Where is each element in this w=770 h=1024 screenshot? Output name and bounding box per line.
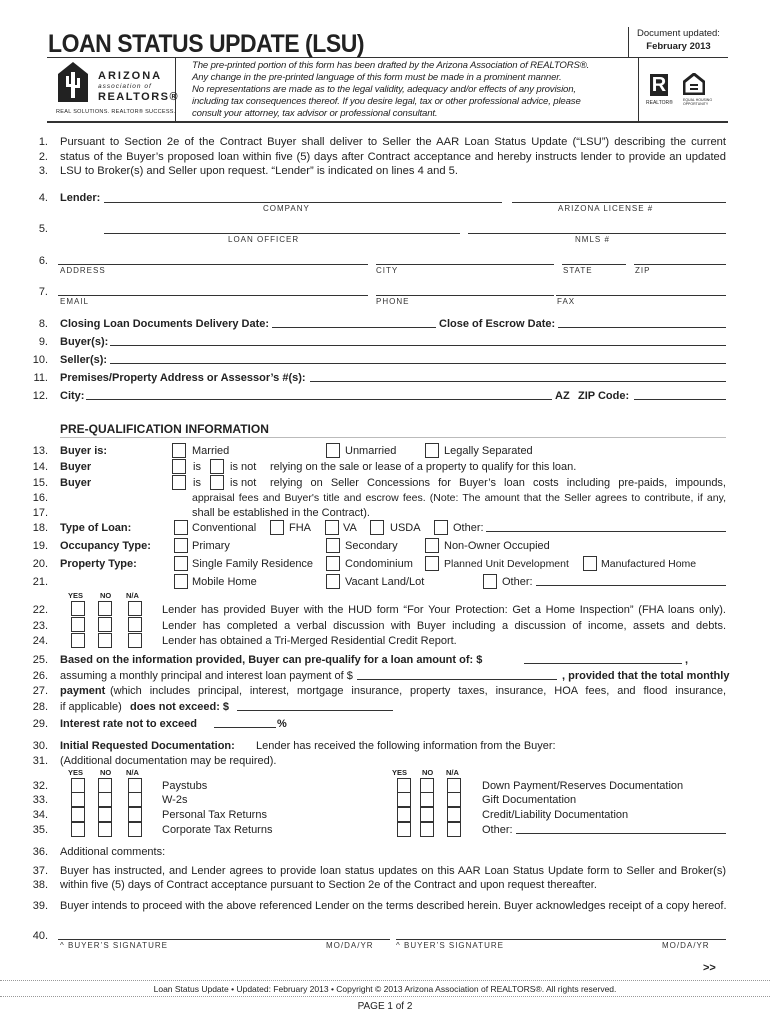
line-number: 33. bbox=[32, 794, 48, 806]
line-number: 18. bbox=[32, 522, 48, 534]
doc-checkbox[interactable] bbox=[397, 822, 411, 837]
disclaimer-line: The pre-printed portion of this form has been drafted by the Arizona Association of REALTORS®. bbox=[192, 60, 590, 71]
line-number: 25. bbox=[32, 654, 48, 666]
company-input[interactable] bbox=[104, 193, 502, 203]
doc-checkbox[interactable] bbox=[98, 807, 112, 822]
line-number: 31. bbox=[32, 755, 48, 767]
doc-checkbox[interactable] bbox=[447, 792, 461, 807]
is-not-label: is not bbox=[230, 461, 257, 473]
doc-checkbox[interactable] bbox=[128, 792, 142, 807]
is-label: is bbox=[193, 477, 201, 489]
zip-code-input[interactable] bbox=[634, 390, 726, 400]
line-26-suffix: , provided that the total monthly bbox=[562, 670, 730, 682]
doc-checkbox[interactable] bbox=[98, 792, 112, 807]
percent-sign: % bbox=[277, 718, 287, 730]
logo bbox=[48, 58, 180, 122]
na-checkbox[interactable] bbox=[128, 601, 142, 616]
premises-label: Premises/Property Address or Assessor’s #(s): bbox=[60, 372, 306, 384]
vacant-land-checkbox[interactable] bbox=[326, 574, 340, 589]
buyer-signature-label: ^ BUYER’S SIGNATURE bbox=[60, 941, 168, 950]
zip-input[interactable] bbox=[634, 255, 726, 265]
fax-label: FAX bbox=[557, 297, 576, 306]
arizona-logo-icon bbox=[58, 62, 88, 102]
na-header: N/A bbox=[126, 591, 139, 600]
single-family-checkbox[interactable] bbox=[174, 556, 188, 571]
date-label: MO/DA/YR bbox=[662, 941, 710, 950]
next-page-indicator: >> bbox=[703, 962, 716, 974]
secondary-label: Secondary bbox=[345, 540, 398, 552]
line-number: 35. bbox=[32, 824, 48, 836]
line-number: 17. bbox=[32, 507, 48, 519]
line-number: 13. bbox=[32, 445, 48, 457]
line-number: 10. bbox=[32, 354, 48, 366]
line-15-text: relying on Seller Concessions for Buyer’s loan costs including pre-paids, impounds, bbox=[270, 477, 726, 489]
conventional-label: Conventional bbox=[192, 522, 257, 534]
buyer-label: Buyer bbox=[60, 477, 92, 489]
line-number: 15. bbox=[32, 477, 48, 489]
not-exceed-label: does not exceed: $ bbox=[130, 701, 230, 713]
unmarried-label: Unmarried bbox=[345, 445, 397, 457]
line-number: 22. bbox=[32, 604, 48, 616]
line-37-text: Buyer has instructed, and Lender agrees to provide loan status updates on this AAR Loan Status Update form to Seller and Broker(s) bbox=[60, 865, 726, 877]
mobile-home-label: Mobile Home bbox=[192, 576, 257, 588]
closing-date-input[interactable] bbox=[272, 318, 436, 328]
primary-label: Primary bbox=[192, 540, 230, 552]
doc-item: Gift Documentation bbox=[482, 794, 577, 806]
disclaimer bbox=[192, 60, 589, 120]
doc-checkbox[interactable] bbox=[447, 807, 461, 822]
occupancy-label: Occupancy Type: bbox=[60, 540, 151, 552]
line-number: 7. bbox=[38, 286, 48, 298]
line-number: 29. bbox=[32, 718, 48, 730]
line-number: 3. bbox=[38, 165, 48, 177]
escrow-date-input[interactable] bbox=[558, 318, 726, 328]
city-label: CITY bbox=[376, 266, 399, 275]
docs-label: Initial Requested Documentation: bbox=[60, 740, 235, 752]
doc-checkbox[interactable] bbox=[128, 807, 142, 822]
monthly-payment-label: assuming a monthly principal and interest loan payment of $ bbox=[60, 670, 353, 682]
doc-updated-date: February 2013 bbox=[646, 41, 711, 52]
married-checkbox[interactable] bbox=[172, 443, 186, 458]
concessions-is-checkbox[interactable] bbox=[172, 475, 186, 490]
sellers-input[interactable] bbox=[110, 354, 726, 364]
mobile-home-checkbox[interactable] bbox=[174, 574, 188, 589]
na-header: N/A bbox=[126, 768, 139, 777]
legally-separated-label: Legally Separated bbox=[444, 445, 533, 457]
doc-checkbox[interactable] bbox=[420, 778, 434, 793]
line-number: 32. bbox=[32, 780, 48, 792]
property-city-input[interactable] bbox=[86, 390, 552, 400]
usda-checkbox[interactable] bbox=[370, 520, 384, 535]
line-number: 5. bbox=[38, 223, 48, 235]
doc-item: Paystubs bbox=[162, 780, 208, 792]
buyer-is-label: Buyer is: bbox=[60, 445, 108, 457]
line-number: 16. bbox=[32, 492, 48, 504]
arizona-license-input[interactable] bbox=[512, 193, 726, 203]
doc-item: Personal Tax Returns bbox=[162, 809, 267, 821]
buyer-signature-2-input[interactable] bbox=[396, 930, 726, 940]
doc-checkbox[interactable] bbox=[420, 822, 434, 837]
total-payment-input[interactable] bbox=[237, 701, 393, 711]
loan-officer-input[interactable] bbox=[104, 224, 460, 234]
logo-realtors: REALTORS® bbox=[98, 91, 180, 103]
zip-label: ZIP bbox=[635, 266, 651, 275]
other-property-input[interactable] bbox=[536, 576, 726, 586]
va-label: VA bbox=[343, 522, 357, 534]
non-owner-checkbox[interactable] bbox=[425, 538, 439, 553]
comments-label: Additional comments: bbox=[60, 846, 166, 858]
is-not-label: is not bbox=[230, 477, 257, 489]
doc-checkbox[interactable] bbox=[71, 778, 85, 793]
disclaimer-line: consult your attorney, tax advisor or professional consultant. bbox=[192, 108, 438, 119]
legally-separated-checkbox[interactable] bbox=[425, 443, 439, 458]
na-checkbox[interactable] bbox=[128, 617, 142, 632]
manufactured-checkbox[interactable] bbox=[583, 556, 597, 571]
yes-header: YES bbox=[68, 591, 84, 600]
email-input[interactable] bbox=[58, 286, 368, 296]
sellers-label: Seller(s): bbox=[60, 354, 108, 366]
other-property-label: Other: bbox=[502, 576, 533, 588]
line-number: 1. bbox=[38, 136, 48, 148]
interest-rate-label: Interest rate not to exceed bbox=[60, 718, 197, 730]
line-24-text: Lender has obtained a Tri-Merged Residential Credit Report. bbox=[162, 635, 457, 647]
doc-checkbox[interactable] bbox=[397, 792, 411, 807]
disclaimer-line: including tax consequences thereof. If you desire legal, tax or other professional advice, please bbox=[192, 96, 581, 107]
state-az: AZ bbox=[555, 390, 570, 402]
no-header: NO bbox=[100, 591, 112, 600]
line-23-text: Lender has completed a verbal discussion with Buyer including a discussion of income, assets and debts. bbox=[162, 620, 726, 632]
line-number: 26. bbox=[32, 670, 48, 682]
doc-updated-label: Document updated: bbox=[637, 28, 720, 39]
is-label: is bbox=[193, 461, 201, 473]
unmarried-checkbox[interactable] bbox=[326, 443, 340, 458]
doc-checkbox[interactable] bbox=[98, 822, 112, 837]
interest-rate-input[interactable] bbox=[214, 718, 276, 728]
line-number: 36. bbox=[32, 846, 48, 858]
buyer-label: Buyer bbox=[60, 461, 92, 473]
doc-checkbox[interactable] bbox=[71, 807, 85, 822]
yes-checkbox[interactable] bbox=[71, 601, 85, 616]
nmls-label: NMLS # bbox=[575, 235, 610, 244]
doc-item: W-2s bbox=[162, 794, 188, 806]
line-number: 6. bbox=[38, 255, 48, 267]
company-label: COMPANY bbox=[263, 204, 310, 213]
page-title: LOAN STATUS UPDATE (LSU) bbox=[48, 30, 365, 58]
concessions-is-not-checkbox[interactable] bbox=[210, 475, 224, 490]
doc-checkbox[interactable] bbox=[397, 778, 411, 793]
email-label: EMAIL bbox=[60, 297, 90, 306]
prequal-amount-input[interactable] bbox=[524, 654, 682, 664]
secondary-checkbox[interactable] bbox=[326, 538, 340, 553]
na-checkbox[interactable] bbox=[128, 633, 142, 648]
line-16-text: appraisal fees and Buyer's title and escrow fees. (Note: The amount that the Seller agrees to contribute, if any, bbox=[192, 492, 726, 504]
buyers-label: Buyer(s): bbox=[60, 336, 109, 348]
vacant-land-label: Vacant Land/Lot bbox=[345, 576, 425, 588]
doc-updated-box bbox=[628, 27, 728, 57]
doc-checkbox[interactable] bbox=[128, 822, 142, 837]
doc-checkbox[interactable] bbox=[71, 822, 85, 837]
line-number: 37. bbox=[32, 865, 48, 877]
na-header: N/A bbox=[446, 768, 459, 777]
logo-arizona: ARIZONA bbox=[98, 70, 163, 82]
no-checkbox[interactable] bbox=[98, 617, 112, 632]
doc-item: Credit/Liability Documentation bbox=[482, 809, 629, 821]
line-number: 21. bbox=[32, 576, 48, 588]
property-type-label: Property Type: bbox=[60, 558, 137, 570]
line-number: 30. bbox=[32, 740, 48, 752]
yes-checkbox[interactable] bbox=[71, 617, 85, 632]
line-number: 34. bbox=[32, 809, 48, 821]
payment-label: payment bbox=[60, 685, 106, 697]
doc-item: Down Payment/Reserves Documentation bbox=[482, 780, 684, 792]
line-number: 38. bbox=[32, 879, 48, 891]
line-number: 4. bbox=[38, 192, 48, 204]
logos-box bbox=[638, 58, 728, 122]
eho-label: EQUAL HOUSING OPPORTUNITY bbox=[683, 98, 713, 106]
intro-text: status of the Buyer’s proposed loan within five (5) days after Contract acceptance and hereby instructs lender to provide an updated bbox=[60, 151, 726, 163]
relying-sale-is-checkbox[interactable] bbox=[172, 459, 186, 474]
single-family-label: Single Family Residence bbox=[192, 558, 314, 570]
non-owner-label: Non-Owner Occupied bbox=[444, 540, 550, 552]
comma: , bbox=[685, 654, 689, 666]
address-label: ADDRESS bbox=[60, 266, 106, 275]
married-label: Married bbox=[192, 445, 230, 457]
state-input[interactable] bbox=[562, 255, 626, 265]
disclaimer-line: No representations are made as to the legal validity, adequacy and/or effects of any provision, bbox=[192, 84, 576, 95]
line-number: 12. bbox=[32, 390, 48, 402]
phone-label: PHONE bbox=[376, 297, 410, 306]
other-loan-checkbox[interactable] bbox=[434, 520, 448, 535]
escrow-date-label: Close of Escrow Date: bbox=[439, 318, 556, 330]
zip-code-label: ZIP Code: bbox=[578, 390, 630, 402]
realtor-label: REALTOR® bbox=[646, 100, 673, 106]
docs-text: Lender has received the following information from the Buyer: bbox=[256, 740, 556, 752]
yes-header: YES bbox=[68, 768, 84, 777]
doc-checkbox[interactable] bbox=[128, 778, 142, 793]
comments-input[interactable] bbox=[172, 846, 726, 856]
line-number: 39. bbox=[32, 900, 48, 912]
lender-label: Lender: bbox=[60, 192, 101, 204]
other-loan-input[interactable] bbox=[486, 522, 726, 532]
other-property-checkbox[interactable] bbox=[483, 574, 497, 589]
yes-checkbox[interactable] bbox=[71, 633, 85, 648]
premises-input[interactable] bbox=[310, 372, 726, 382]
divider bbox=[60, 437, 726, 438]
doc-checkbox[interactable] bbox=[420, 792, 434, 807]
line-number: 24. bbox=[32, 635, 48, 647]
prequal-amount-label: Based on the information provided, Buyer can pre-qualify for a loan amount of: $ bbox=[60, 654, 483, 666]
logo-tagline: REAL SOLUTIONS. REALTOR® SUCCESS. bbox=[56, 109, 176, 115]
monthly-payment-input[interactable] bbox=[357, 670, 557, 680]
loan-officer-label: LOAN OFFICER bbox=[228, 235, 300, 244]
line-number: 23. bbox=[32, 620, 48, 632]
no-checkbox[interactable] bbox=[98, 601, 112, 616]
intro-text: Pursuant to Section 2e of the Contract Buyer shall deliver to Seller the AAR Loan Status Update (“LSU”) describing the current bbox=[60, 136, 726, 148]
line-number: 20. bbox=[32, 558, 48, 570]
buyers-input[interactable] bbox=[110, 336, 726, 346]
if-applicable: if applicable) bbox=[60, 701, 122, 713]
no-header: NO bbox=[100, 768, 112, 777]
line-number: 27. bbox=[32, 685, 48, 697]
nmls-input[interactable] bbox=[468, 224, 726, 234]
closing-date-label: Closing Loan Documents Delivery Date: bbox=[60, 318, 270, 330]
line-27-text: (which includes principal, interest, mortgage insurance, property taxes, insurance, HOA fees, and flood insurance, bbox=[110, 685, 726, 697]
loan-type-label: Type of Loan: bbox=[60, 522, 132, 534]
pud-label: Planned Unit Development bbox=[444, 558, 569, 570]
intro-text: LSU to Broker(s) and Seller upon request. “Lender” is indicated on lines 4 and 5. bbox=[60, 165, 459, 177]
footer-divider bbox=[0, 996, 770, 997]
line-38-text: within five (5) days of Contract acceptance pursuant to Section 2e of the Contract and upon request thereafter. bbox=[60, 879, 597, 891]
line-17-text: shall be established in the Contract). bbox=[192, 507, 370, 519]
logo-association: association of bbox=[98, 83, 152, 90]
line-39-text: Buyer intends to proceed with the above referenced Lender on the terms described herein. Buyer acknowledges receipt of a copy hereof. bbox=[60, 900, 727, 912]
doc-checkbox[interactable] bbox=[397, 807, 411, 822]
date-label: MO/DA/YR bbox=[326, 941, 374, 950]
line-number: 28. bbox=[32, 701, 48, 713]
va-checkbox[interactable] bbox=[325, 520, 339, 535]
condominium-label: Condominium bbox=[345, 558, 413, 570]
pud-checkbox[interactable] bbox=[425, 556, 439, 571]
doc-checkbox[interactable] bbox=[447, 822, 461, 837]
condominium-checkbox[interactable] bbox=[326, 556, 340, 571]
usda-label: USDA bbox=[390, 522, 421, 534]
no-checkbox[interactable] bbox=[98, 633, 112, 648]
doc-checkbox[interactable] bbox=[98, 778, 112, 793]
buyer-signature-label: ^ BUYER’S SIGNATURE bbox=[396, 941, 504, 950]
city-input[interactable] bbox=[376, 255, 554, 265]
state-label: STATE bbox=[563, 266, 593, 275]
disclaimer-line: Any change in the pre-printed language of this form must be made in a prominent manner. bbox=[192, 72, 562, 83]
fha-label: FHA bbox=[289, 522, 311, 534]
line-number: 8. bbox=[38, 318, 48, 330]
doc-item: Other: bbox=[482, 824, 513, 836]
realtor-r-icon: R bbox=[651, 74, 667, 96]
line-14-text: relying on the sale or lease of a property to qualify for this loan. bbox=[270, 461, 577, 473]
line-number: 40. bbox=[32, 930, 48, 942]
other-loan-label: Other: bbox=[453, 522, 484, 534]
doc-item: Corporate Tax Returns bbox=[162, 824, 273, 836]
doc-checkbox[interactable] bbox=[420, 807, 434, 822]
yes-header: YES bbox=[392, 768, 408, 777]
city-field-label: City: bbox=[60, 390, 85, 402]
footer-copyright: Loan Status Update • Updated: February 2013 • Copyright © 2013 Arizona Association of REALTORS®. All rights reserved. bbox=[153, 984, 617, 994]
line-22-text: Lender has provided Buyer with the HUD form “For Your Protection: Get a Home Inspection” (FHA loans only). bbox=[162, 604, 726, 616]
buyer-signature-1-input[interactable] bbox=[58, 930, 390, 940]
license-label: ARIZONA LICENSE # bbox=[558, 204, 654, 213]
relying-sale-is-not-checkbox[interactable] bbox=[210, 459, 224, 474]
equal-housing-icon bbox=[683, 73, 705, 95]
fax-input[interactable] bbox=[556, 286, 726, 296]
phone-input[interactable] bbox=[376, 286, 554, 296]
conventional-checkbox[interactable] bbox=[174, 520, 188, 535]
line-number: 2. bbox=[38, 151, 48, 163]
line-number: 19. bbox=[32, 540, 48, 552]
fha-checkbox[interactable] bbox=[270, 520, 284, 535]
doc-checkbox[interactable] bbox=[71, 792, 85, 807]
page-number: PAGE 1 of 2 bbox=[357, 1001, 413, 1012]
other-doc-input[interactable] bbox=[516, 824, 726, 834]
line-number: 14. bbox=[32, 461, 48, 473]
footer-divider bbox=[0, 980, 770, 981]
no-header: NO bbox=[422, 768, 434, 777]
line-number: 11. bbox=[33, 372, 48, 384]
manufactured-label: Manufactured Home bbox=[601, 558, 697, 570]
docs-note: (Additional documentation may be required). bbox=[60, 755, 277, 767]
line-number: 9. bbox=[38, 336, 48, 348]
section-heading: PRE-QUALIFICATION INFORMATION bbox=[60, 422, 269, 436]
doc-checkbox[interactable] bbox=[447, 778, 461, 793]
address-input[interactable] bbox=[58, 255, 368, 265]
primary-checkbox[interactable] bbox=[174, 538, 188, 553]
